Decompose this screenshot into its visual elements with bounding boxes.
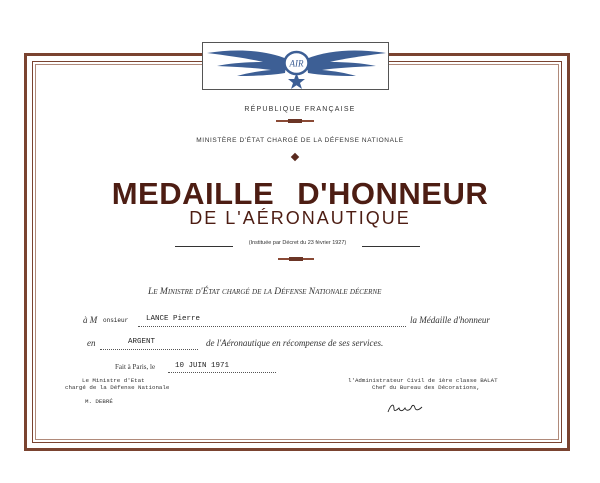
left-signatory-title-1: Le Ministre d'Etat — [82, 377, 145, 384]
ornament-rule-center — [288, 119, 302, 123]
date-line — [168, 371, 276, 373]
reason-text: de l'Aéronautique en récompense de ses services. — [206, 338, 384, 348]
medal-suffix: la Médaille d'honneur — [410, 315, 490, 325]
title-medaille: MEDAILLE D'HONNEUR — [111, 176, 489, 211]
intro-line: Le Ministre d'État chargé de la Défense Nationale décerne — [148, 287, 382, 297]
left-signatory-title-2: chargé de la Défense Nationale — [65, 384, 170, 391]
title-aeronautique: DE L'AÉRONAUTIQUE — [189, 208, 411, 228]
fait-label: Fait à Paris, le — [115, 363, 156, 371]
recipient-name: LANCE Pierre — [146, 315, 201, 323]
handwritten-signature — [385, 400, 425, 416]
right-signatory-title-1: l'Administrateur Civil de 1ère classe BALAT — [348, 377, 498, 384]
grade-value: ARGENT — [128, 338, 156, 346]
air-emblem — [202, 42, 389, 90]
en-label: en — [87, 338, 96, 348]
ministere-heading: MINISTÈRE D'ÉTAT CHARGÉ DE LA DÉFENSE NATIONALE — [196, 137, 404, 144]
left-signatory-name: M. DEBRÉ — [85, 398, 113, 405]
emblem-text: AIR — [289, 58, 304, 69]
republique-heading: RÉPUBLIQUE FRANÇAISE — [244, 106, 356, 113]
decree-text: (Instituée par Décret du 23 février 1927) — [248, 240, 347, 246]
recipient-line — [138, 325, 406, 327]
decree-rule-right — [362, 246, 420, 247]
to-prefix: à M — [83, 315, 98, 325]
honorific: onsieur — [103, 317, 129, 324]
right-signatory-title-2: Chef du Bureau des Décorations, — [372, 384, 480, 391]
date-value: 10 JUIN 1971 — [175, 362, 230, 370]
decree-rule-left — [175, 246, 233, 247]
ornament-rule-lower-center — [289, 257, 303, 261]
winged-star-icon — [203, 43, 390, 91]
grade-line — [100, 348, 198, 350]
